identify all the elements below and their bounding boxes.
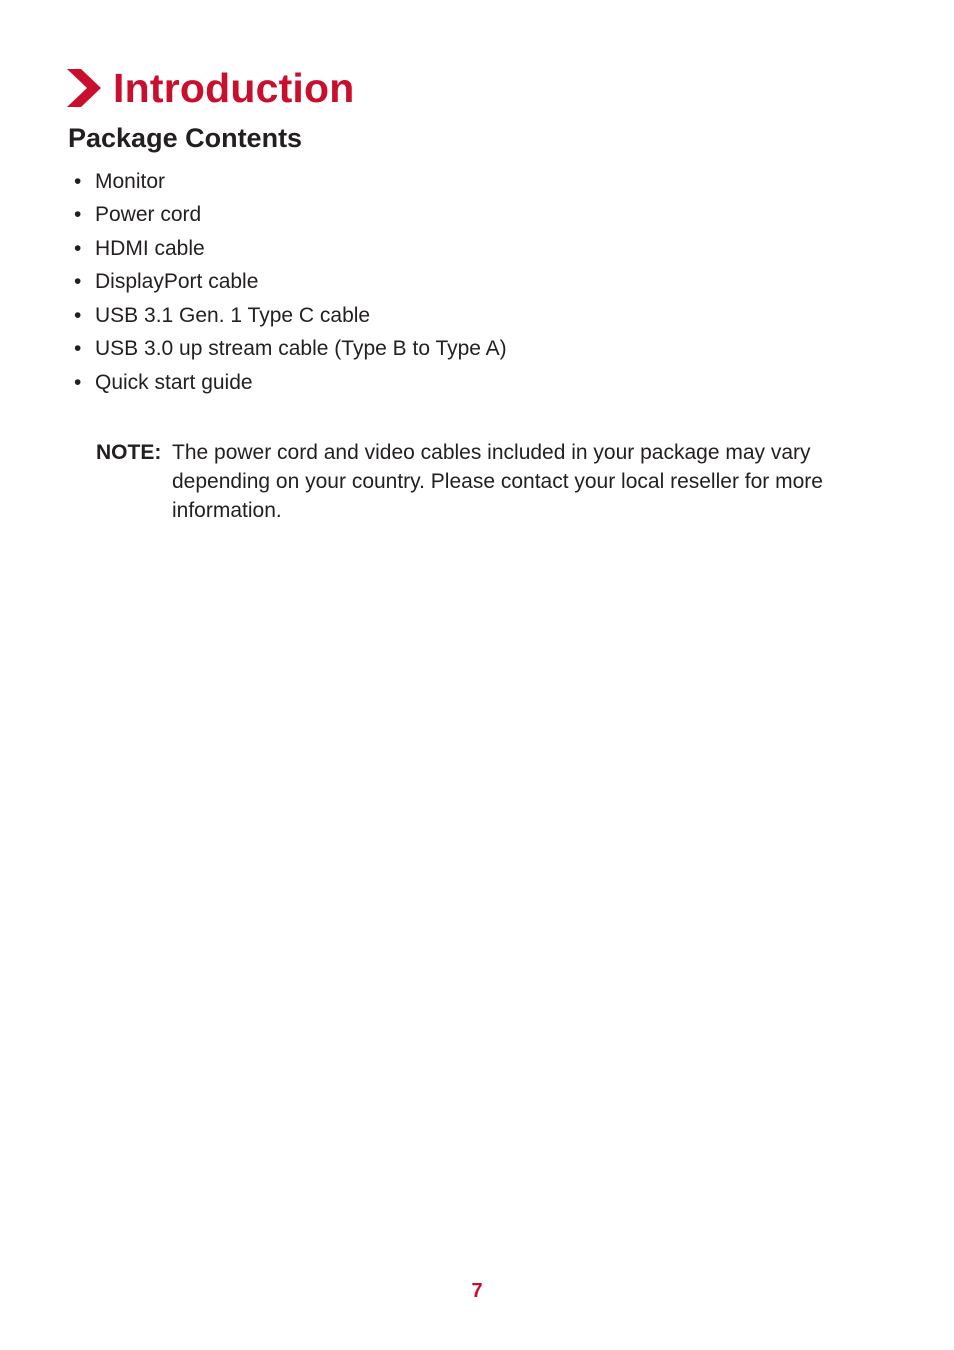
note-label: NOTE:: [96, 441, 162, 464]
list-item-label: USB 3.0 up stream cable (Type B to Type A): [95, 337, 507, 361]
note-block: [96, 438, 876, 525]
list-item: [74, 299, 507, 333]
list-item: [74, 333, 507, 367]
section-title: Package Contents: [68, 123, 303, 153]
list-item-label: Power cord: [95, 203, 202, 227]
package-contents-list: [74, 165, 507, 400]
list-item: [74, 366, 507, 400]
page-number: 7: [471, 1280, 483, 1302]
note-text: The power cord and video cables included in your package may vary depending on your country. Please contact your local reseller for more information.: [172, 441, 823, 522]
chapter-header: [67, 62, 355, 114]
list-item-label: Quick start guide: [95, 370, 253, 394]
list-item: [74, 266, 507, 300]
bullet: •: [74, 303, 82, 327]
list-item: [74, 165, 507, 199]
bullet: •: [74, 169, 82, 193]
bullet: •: [74, 270, 82, 294]
list-item: [74, 232, 507, 266]
list-item-label: Monitor: [95, 169, 166, 193]
chevron-right-icon: [67, 69, 101, 107]
list-item-label: USB 3.1 Gen. 1 Type C cable: [95, 303, 371, 327]
bullet: •: [74, 203, 82, 227]
list-item-label: HDMI cable: [95, 236, 205, 260]
list-item: [74, 199, 507, 233]
list-item-label: DisplayPort cable: [95, 270, 259, 294]
bullet: •: [74, 236, 82, 260]
bullet: •: [74, 370, 82, 394]
chapter-title: Introduction: [113, 65, 355, 111]
bullet: •: [74, 337, 82, 361]
